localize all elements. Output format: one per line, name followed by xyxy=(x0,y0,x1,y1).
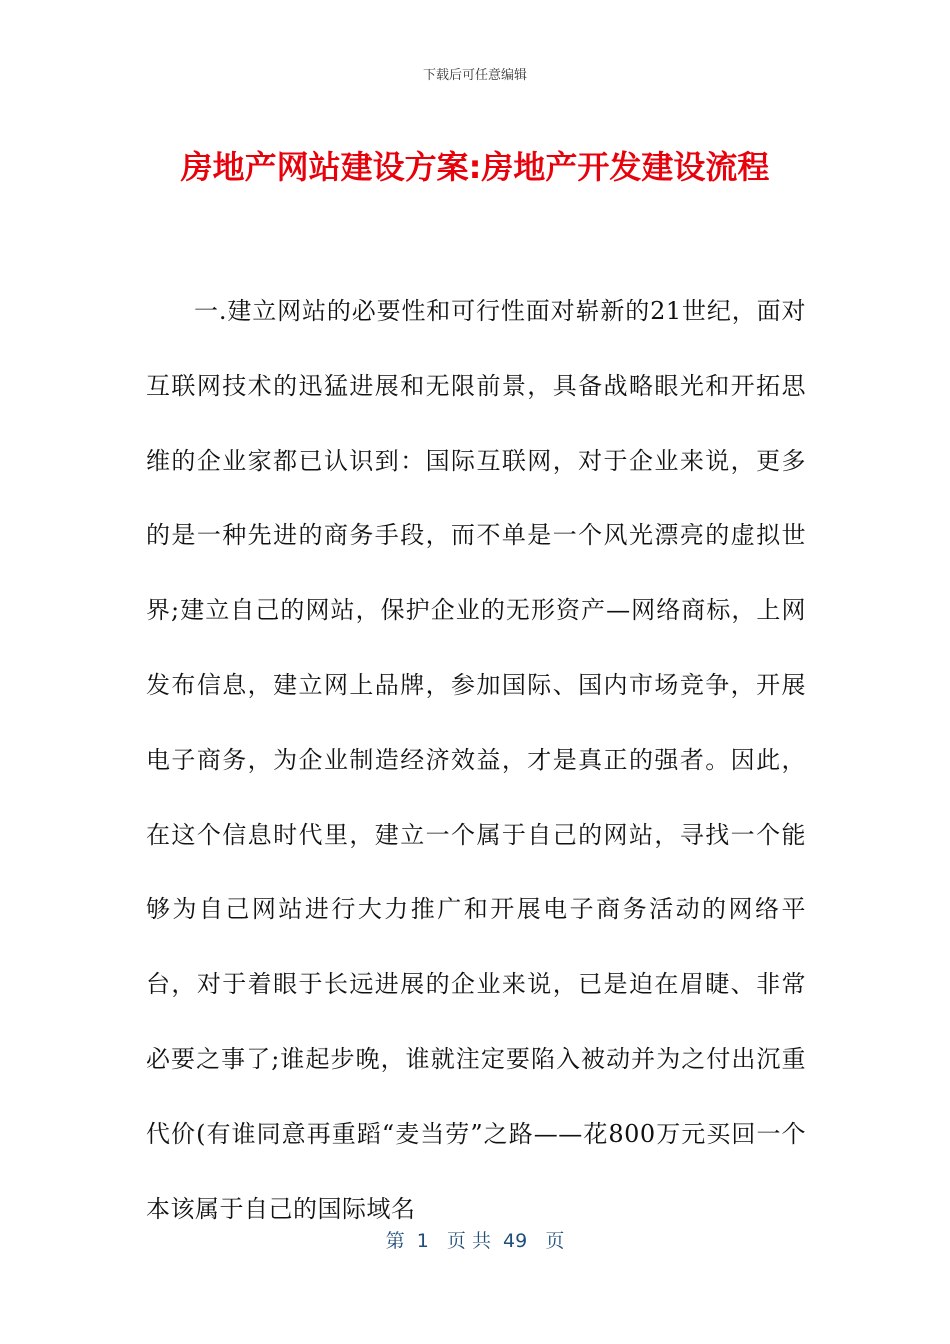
header-note: 下载后可任意编辑 xyxy=(422,68,527,83)
page-footer: 第 1 页 共 49 页 xyxy=(385,1230,565,1252)
body-paragraph: 一.建立网站的必要性和可行性面对崭新的21世纪，面对互联网技术的迅猛进展和无限前景，具备战略眼光和开拓思维的企业家都已认识到：国际互联网，对于企业来说，更多的是一种先进的商务手段，而不单是一个风光漂亮的虚拟世界;建立自己的网站，保护企业的无形资产—网络商标，上网发布信息，建立网上品牌，参加国际、国内市场竞争，开展电子商务，为企业制造经济效益，才是真正的强者。因此，在这个信息时代里，建立一个属于自己的网站，寻找一个能够为自己网站进行大力推广和开展电子商务活动的网络平台，对于着眼于长远进展的企业来说，已是迫在眉睫、非常必要之事了;谁起步晚，谁就注定要陷入被动并为之付出沉重代价(有谁同意再重蹈“麦当劳”之路——花800万元买回一个本该属于自己的国际域名 xyxy=(146,297,806,1223)
document-title: 房地产网站建设方案:房地产开发建设流程 xyxy=(180,148,770,186)
